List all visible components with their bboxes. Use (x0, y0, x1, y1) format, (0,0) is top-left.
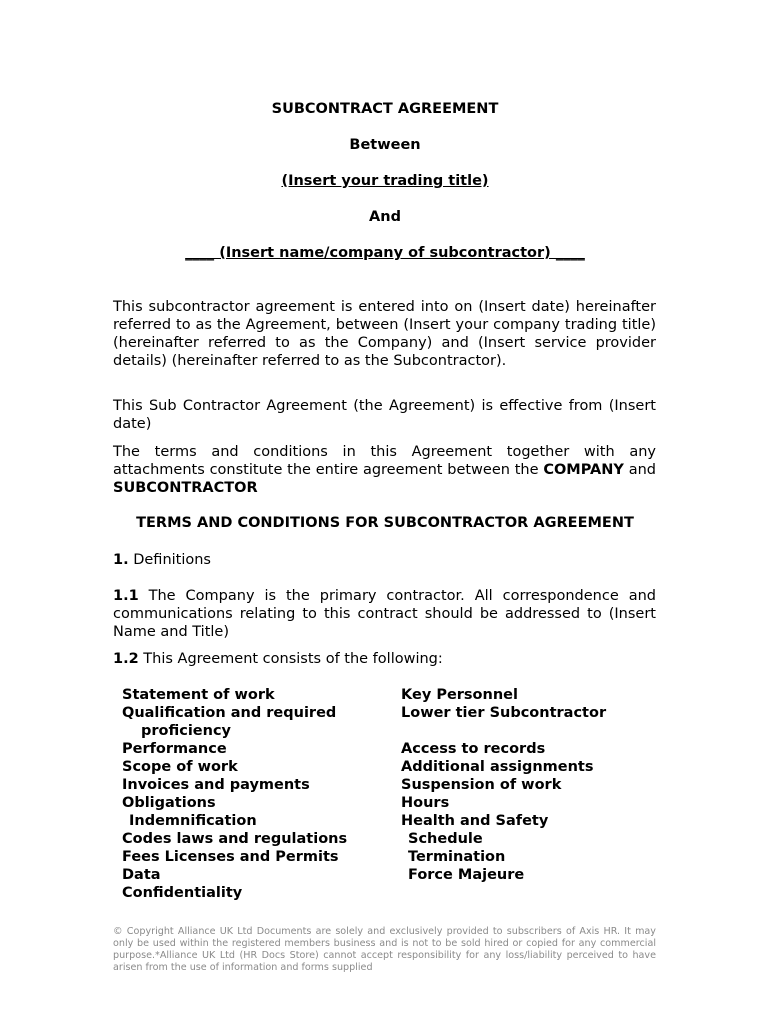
list-spacer (401, 722, 606, 740)
list-item: Codes laws and regulations (122, 831, 348, 847)
list-item: Invoices and payments (122, 777, 310, 793)
agreement-list-right (401, 686, 606, 884)
clause-1-1-text: The Company is the primary contractor. All correspondence and communications relating to this contract should be addressed to (Insert Name and Title) (113, 588, 656, 640)
list-item: Scope of work (122, 759, 238, 775)
and-label: And (369, 209, 401, 225)
clause-1-2 (113, 650, 656, 668)
copyright-footer: © Copyright Alliance UK Ltd Documents are solely and exclusively provided to subscribers of Axis HR. It may only be used within the registered members business and is not to be sold hired or copied for any commercial purpose.*Alliance UK Ltd (HR Docs Store) cannot accept responsibility for any loss/liability perceived to have arisen from the use of information and forms supplied (113, 926, 656, 973)
effective-paragraph: This Sub Contractor Agreement (the Agreement) is effective from (Insert date) (113, 398, 656, 432)
between-label: Between (349, 137, 421, 153)
list-item: Obligations (122, 795, 216, 811)
clause-1-1 (113, 587, 656, 641)
list-item: Indemnification (129, 813, 257, 829)
definitions-label: Definitions (128, 552, 211, 568)
list-item: Additional assignments (401, 759, 594, 775)
list-item: Hours (401, 795, 450, 811)
list-item: Access to records (401, 741, 546, 757)
list-item: Lower tier Subcontractor (401, 705, 607, 721)
list-item: Qualification and required (122, 705, 337, 721)
list-item: Statement of work (122, 687, 275, 703)
list-item: Suspension of work (401, 777, 562, 793)
list-item: proficiency (141, 723, 232, 739)
clause-1-2-text: This Agreement consists of the following: (138, 651, 443, 667)
trading-title-placeholder: (Insert your trading title) (281, 173, 489, 189)
definitions-heading (113, 551, 656, 569)
document-title: SUBCONTRACT AGREEMENT (271, 101, 499, 117)
clause-1-1-number: 1.1 (113, 588, 139, 604)
company-term: COMPANY (543, 462, 624, 478)
list-item: Data (122, 867, 161, 883)
definitions-number: 1. (113, 552, 129, 568)
list-item: Fees Licenses and Permits (122, 849, 339, 865)
list-item: Confidentiality (122, 885, 243, 901)
terms-paragraph (113, 443, 656, 497)
list-item: Termination (408, 849, 506, 865)
list-item: Health and Safety (401, 813, 549, 829)
list-item: Force Majeure (408, 867, 525, 883)
terms-text: The terms and conditions in this Agreement together with any attachments constitute the entire agreement between the (113, 444, 656, 478)
terms-and: and (623, 462, 656, 478)
list-item: Key Personnel (401, 687, 518, 703)
agreement-list-left (122, 686, 347, 902)
intro-paragraph: This subcontractor agreement is entered into on (Insert date) hereinafter referred to as the Agreement, between (Insert your company trading title) (hereinafter referred to as the Company) and (Insert service provider details) (hereinafter referred to as the Subcontractor). (113, 299, 656, 369)
clause-1-2-number: 1.2 (113, 651, 139, 667)
list-item: Performance (122, 741, 227, 757)
section-heading: TERMS AND CONDITIONS FOR SUBCONTRACTOR AGREEMENT (136, 515, 634, 531)
subcontractor-placeholder: ____ (Insert name/company of subcontractor) ____ (185, 245, 585, 261)
subcontractor-term: SUBCONTRACTOR (113, 480, 258, 496)
list-item: Schedule (408, 831, 483, 847)
